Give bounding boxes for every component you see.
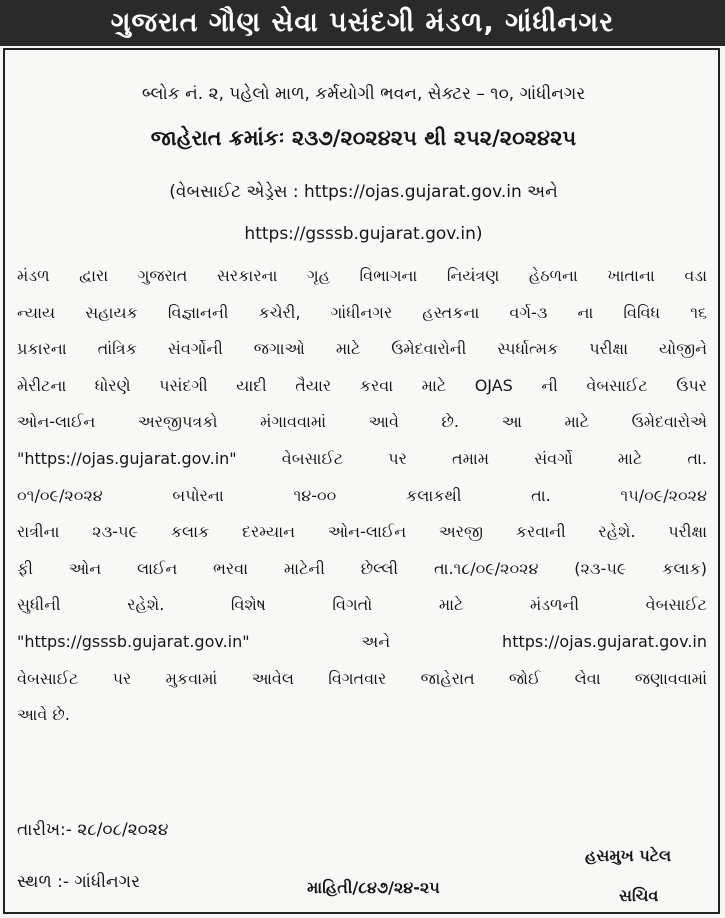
- notice-frame: [3, 48, 720, 914]
- body-line: ન્યાય સહાયક વિજ્ઞાનની કચેરી, ગાંધીનગર હસ્તકના વર્ગ-૩ ના વિવિધ ૧૬: [17, 302, 707, 322]
- body-line: "https://gsssb.gujarat.gov.in" અને https://ojas.gujarat.gov.in: [17, 631, 707, 651]
- body-line: મંડળ દ્વારા ગુજરાત સરકારના ગૃહ વિભાગના નિયંત્રણ હેઠળના ખાતાના વડા: [17, 266, 707, 285]
- body-line: સુધીની રહેશે. વિશેષ વિગતો માટે મંડળની વેબસાઈટ: [17, 595, 707, 615]
- website-address-line-2: https://gsssb.gujarat.gov.in): [244, 224, 483, 244]
- body-line: વેબસાઈટ પર મુકવામાં આવેલ વિગતવાર જાહેરાત જોઈ લેવા જણાવવામાં: [17, 668, 707, 688]
- body-line: ફી ઓન લાઈન ભરવા માટેની છેલ્લી તા.૧૮/૦૯/૨૦૨૪ (૨૩-૫૯ કલાક): [17, 558, 707, 578]
- notice-body: [17, 258, 707, 734]
- body-line: પ્રકારના તાંત્રિક સંવર્ગોની જગાઓ માટે ઉમેદવારોની સ્પર્ધાત્મક પરીક્ષા યોજીને: [17, 339, 707, 359]
- body-line: મેરીટના ધોરણે પસંદગી યાદી તૈયાર કરવા માટે OJAS ની વેબસાઈટ ઉપર: [17, 375, 707, 395]
- advertisement-number: જાહેરાત ક્રમાંકઃ ૨૩૭/૨૦૨૪૨૫ થી ૨૫૨/૨૦૨૪૨૫: [150, 126, 577, 150]
- body-line: રાત્રીના ૨૩-૫૯ કલાક દરમ્યાન ઓન-લાઈન અરજી કરવાની રહેશે. પરીક્ષા: [17, 522, 707, 542]
- body-line: આવે છે.: [17, 705, 70, 725]
- notice-date: તારીખ:- ૨૮/૦૮/૨૦૨૪: [17, 820, 169, 840]
- signatory-title: સચિવ: [619, 886, 659, 905]
- notice-place: સ્થળ :- ગાંધીનગર: [17, 872, 140, 892]
- signatory-name: હસમુખ પટેલ: [585, 846, 672, 865]
- body-line: ૦૧/૦૯/૨૦૨૪ બપોરના ૧૪-૦૦ કલાકથી તા. ૧૫/૦૯/૨૦૨૪: [17, 485, 707, 505]
- info-reference-number: માહિતી/૮૪૭/૨૪-૨૫: [307, 878, 440, 897]
- body-line: ઓન-લાઈન અરજીપત્રકો મંગાવવામાં આવે છે. આ માટે ઉમેદવારોએ: [17, 412, 707, 432]
- board-name-banner: ગુજરાત ગૌણ સેવા પસંદગી મંડળ, ગાંધીનગર: [0, 0, 725, 46]
- office-address: બ્લોક નં. ૨, પહેલો માળ, કર્મયોગી ભવન, સેક્ટર – ૧૦, ગાંધીનગર: [141, 84, 586, 104]
- website-address-line-1: (વેબસાઈટ એડ્રેસ : https://ojas.gujarat.gov.in અને: [169, 182, 558, 202]
- body-line: "https://ojas.gujarat.gov.in" વેબસાઈટ પર તમામ સંવર્ગો માટે તા.: [17, 448, 707, 468]
